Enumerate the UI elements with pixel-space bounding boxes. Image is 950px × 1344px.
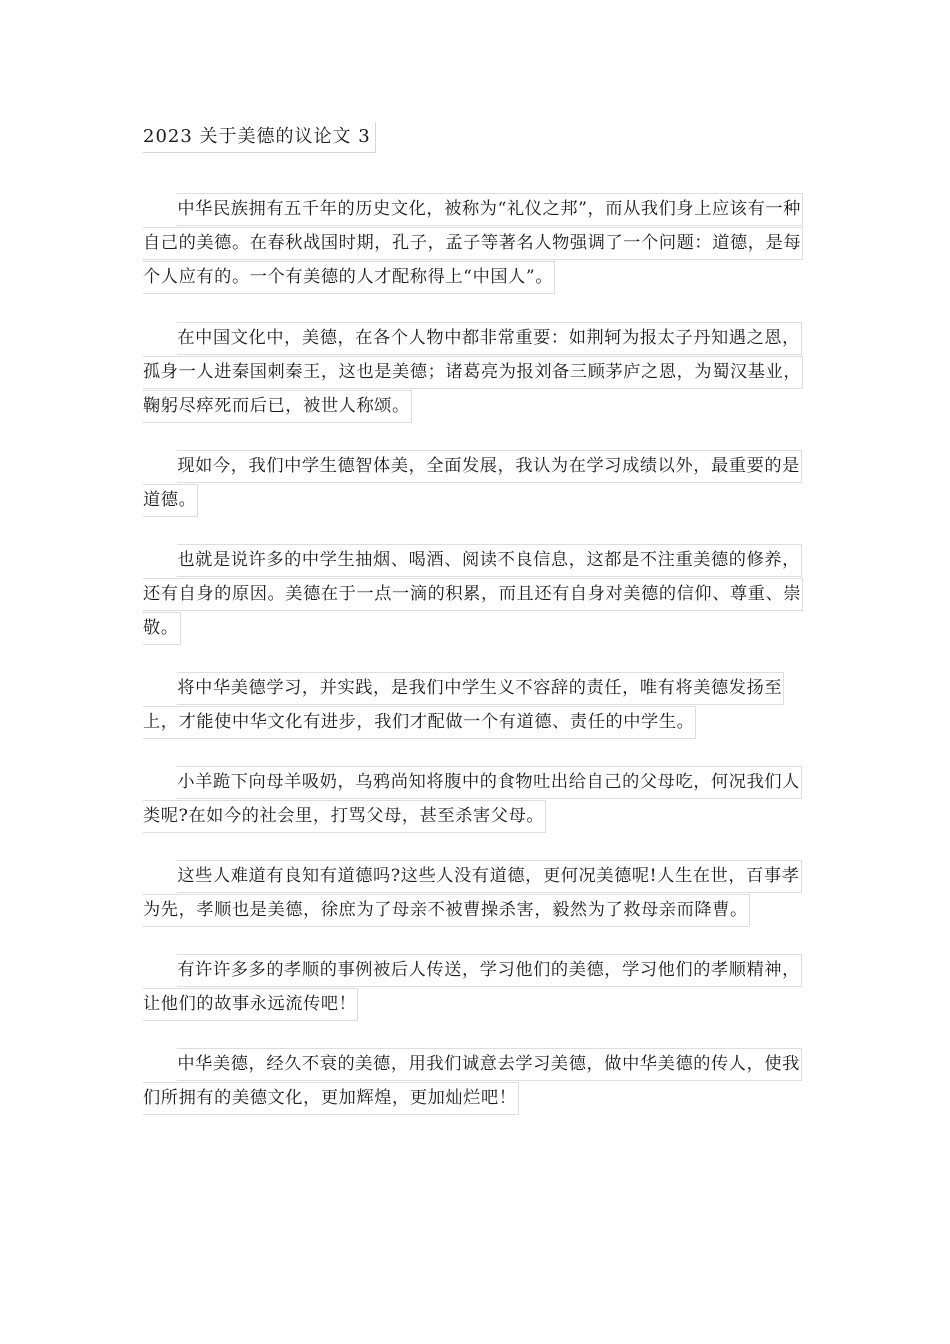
document-title: 2023 关于美德的议论文 3 [143, 122, 376, 153]
paragraph-text: 在中国文化中，美德，在各个人物中都非常重要：如荆轲为报太子丹知遇之恩，孤身一人进秦国刺秦王，这也是美德；诸葛亮为报刘备三顾茅庐之恩，为蜀汉基业，鞠躬尽瘁死而后已，被世人称颂。 [143, 322, 803, 423]
paragraph [143, 321, 808, 423]
document-body [143, 192, 808, 1141]
paragraph-text: 现如今，我们中学生德智体美，全面发展，我认为在学习成绩以外，最重要的是道德。 [143, 450, 802, 517]
paragraph-text: 这些人难道有良知有道德吗?这些人没有道德，更何况美德呢!人生在世，百事孝为先，孝顺也是美德，徐庶为了母亲不被曹操杀害，毅然为了救母亲而降曹。 [143, 860, 802, 927]
paragraph-text: 有许许多多的孝顺的事例被后人传送，学习他们的美德，学习他们的孝顺精神，让他们的故事永远流传吧！ [143, 954, 802, 1021]
paragraph-text: 中华民族拥有五千年的历史文化，被称为“礼仪之邦”，而从我们身上应该有一种自己的美德。在春秋战国时期，孔子，孟子等著名人物强调了一个问题：道德，是每个人应有的。一个有美德的人才配称得上“中国人”。 [143, 193, 803, 294]
paragraph [143, 953, 808, 1021]
paragraph [143, 1047, 808, 1115]
paragraph-text: 将中华美德学习，并实践，是我们中学生义不容辞的责任，唯有将美德发扬至上，才能使中华文化有进步，我们才配做一个有道德、责任的中学生。 [143, 672, 784, 739]
paragraph-text: 中华美德，经久不衰的美德，用我们诚意去学习美德，做中华美德的传人，使我们所拥有的美德文化，更加辉煌，更加灿烂吧！ [143, 1048, 802, 1115]
paragraph [143, 543, 808, 645]
paragraph [143, 765, 808, 833]
paragraph-text: 也就是说许多的中学生抽烟、喝酒、阅读不良信息，这都是不注重美德的修养，还有自身的原因。美德在于一点一滴的积累，而且还有自身对美德的信仰、尊重、崇敬。 [143, 544, 803, 645]
paragraph [143, 671, 808, 739]
paragraph-text: 小羊跪下向母羊吸奶，乌鸦尚知将腹中的食物吐出给自己的父母吃，何况我们人类呢?在如今的社会里，打骂父母，甚至杀害父母。 [143, 766, 802, 833]
paragraph [143, 449, 808, 517]
paragraph [143, 192, 808, 294]
paragraph [143, 859, 808, 927]
